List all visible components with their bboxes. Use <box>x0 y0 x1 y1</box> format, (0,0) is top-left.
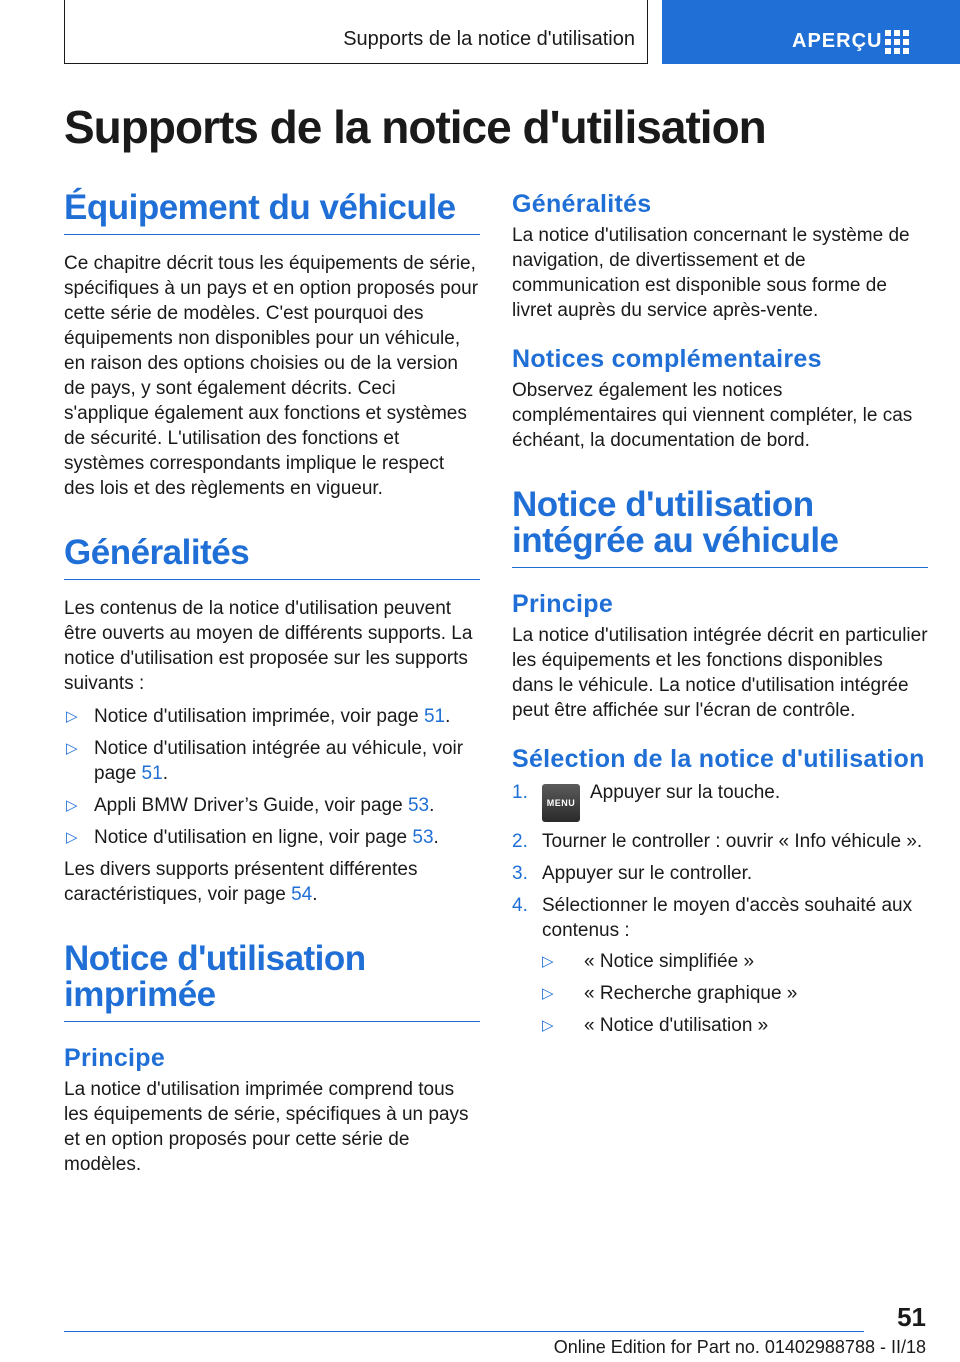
paragraph-general: Les contenus de la notice d'utilisation peuvent être ouverts au moyen de différents supports. La notice d'utilisation est proposée sur les supports suivants : <box>64 598 473 694</box>
media-list <box>64 704 480 850</box>
page-link[interactable]: 51 <box>423 706 446 727</box>
page-link[interactable]: 51 <box>141 763 163 784</box>
heading-general: Généralités <box>64 535 480 580</box>
access-options-list <box>542 949 928 1038</box>
list-item: ▷ Notice d'utilisation imprimée, voir page 51. <box>66 706 451 727</box>
triangle-bullet-icon: ▷ <box>66 829 78 846</box>
subheading-select-manual: Sélection de la notice d'utilisation <box>512 745 925 773</box>
triangle-bullet-icon: ▷ <box>66 740 78 757</box>
left-column <box>64 190 480 1177</box>
page-link[interactable]: 54 <box>291 884 313 905</box>
step-item: 1. MENU Appuyer sur la touche. <box>512 780 928 822</box>
triangle-bullet-icon: ▷ <box>542 985 554 1002</box>
paragraph-integrated-principle: La notice d'utilisation intégrée décrit en particulier les équipements et les fonctions disponibles dans le véhicule. La notice d'utilisation intégrée peut être affichée sur l'écran de contrôle. <box>512 625 928 721</box>
paragraph-vehicle-equipment: Ce chapitre décrit tous les équipements de série, spécifiques à un pays et en option proposés pour cette série de modèles. C'est pourquoi des équipements non disponibles pour un véhicule, en raison des options choisies ou de la version de pays, y sont également décrits. Ceci s'applique également aux fonctions et systèmes de sécurité. L'utilisation des fonctions et systèmes correspondants implique le respect des lois et des règlements en vigueur. <box>64 253 479 499</box>
subheading-general: Généralités <box>512 190 652 218</box>
subheading-additional-manuals: Notices complémentaires <box>512 345 822 373</box>
page-title: Supports de la notice d'utilisation <box>64 101 766 153</box>
page-number: 51 <box>897 1302 926 1332</box>
footer-divider <box>64 1331 864 1332</box>
list-item: ▷ « Notice simplifiée » <box>542 951 755 972</box>
triangle-bullet-icon: ▷ <box>66 797 78 814</box>
paragraph-characteristics: Les divers supports présentent différentes caractéristiques, voir page 54. <box>64 859 418 905</box>
header-title: Supports de la notice d'utilisation <box>343 28 635 50</box>
subheading-principle: Principe <box>512 590 614 618</box>
paragraph-right-general: La notice d'utilisation concernant le système de navigation, de divertissement et de communication est disponible sous forme de livret auprès du service après-vente. <box>512 225 910 321</box>
menu-button-icon: MENU <box>542 784 580 822</box>
header-title-box <box>64 0 648 64</box>
list-item: ▷ « Recherche graphique » <box>542 983 798 1004</box>
triangle-bullet-icon: ▷ <box>542 1017 554 1034</box>
overview-tab-label: APERÇU <box>792 30 883 52</box>
list-item: ▷ « Notice d'utilisation » <box>542 1015 769 1036</box>
paragraph-printed-principle: La notice d'utilisation imprimée comprend tous les équipements de série, spécifiques à un pays et en option proposés pour cette série de modèles. <box>64 1079 469 1175</box>
paragraph-additional-manuals: Observez également les notices complémentaires qui viennent compléter, le cas échéant, la documentation de bord. <box>512 380 913 451</box>
heading-printed-manual: Notice d'utilisation imprimée <box>64 941 480 1022</box>
overview-tab[interactable] <box>662 0 960 64</box>
footer-edition: Online Edition for Part no. 01402988788 - II/18 <box>553 1337 926 1357</box>
heading-integrated-manual: Notice d'utilisation intégrée au véhicule <box>512 487 928 568</box>
step-item: 4. Sélectionner le moyen d'accès souhaité aux contenus : ▷ « Notice simplifiée » ▷ « Recherche graphique » ▷ « Notice d'utilisation » <box>512 893 928 1038</box>
heading-vehicle-equipment: Équipement du véhicule <box>64 190 480 235</box>
subheading-principle: Principe <box>64 1044 166 1072</box>
step-item: 2. Tourner le controller : ouvrir « Info véhicule ». <box>512 831 923 852</box>
list-item: ▷ Notice d'utilisation intégrée au véhicule, voir page 51. <box>66 738 464 784</box>
steps-list <box>512 780 928 1038</box>
list-item: ▷ Appli BMW Driver’s Guide, voir page 53. <box>66 795 435 816</box>
triangle-bullet-icon: ▷ <box>542 953 554 970</box>
triangle-bullet-icon: ▷ <box>66 708 78 725</box>
list-item: ▷ Notice d'utilisation en ligne, voir page 53. <box>66 827 439 848</box>
page-link[interactable]: 53 <box>412 827 434 848</box>
page-link[interactable]: 53 <box>407 795 430 816</box>
grid-icon <box>885 30 909 54</box>
step-item: 3. Appuyer sur le controller. <box>512 863 753 884</box>
right-column <box>512 190 928 1045</box>
